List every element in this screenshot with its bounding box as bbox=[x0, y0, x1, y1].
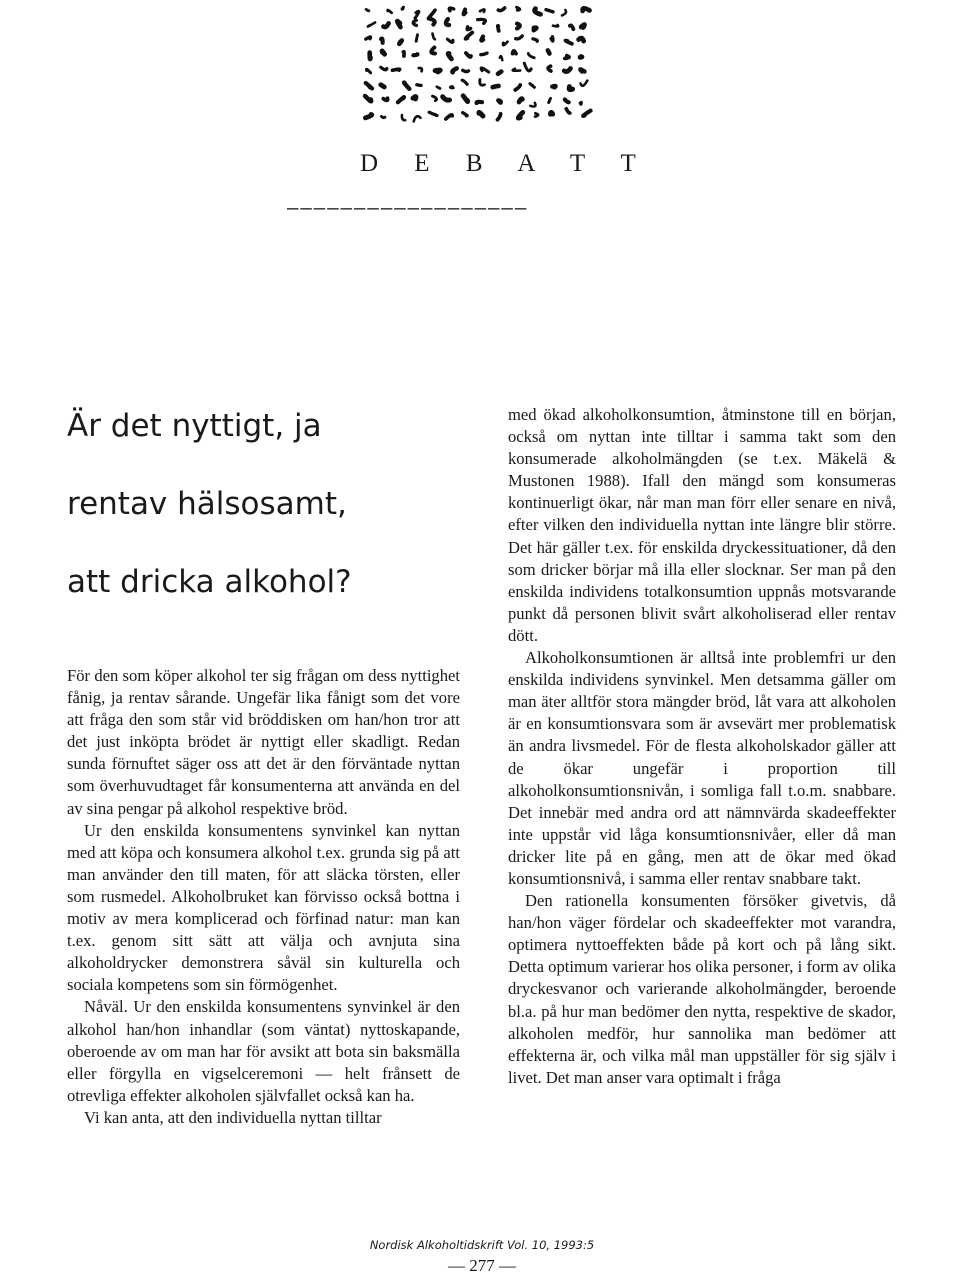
page-number: — 277 — bbox=[448, 1256, 516, 1275]
paragraph: med ökad alkoholkonsumtion, åtminstone till en början, också om nyttan inte tilltar i samma takt som den konsumerade alkoholmängden (se t.ex. Mäkelä & Mustonen 1988). Ifall den mängd som konsumeras kontinuerligt ökar, når man man förr eller senare en nivå, efter vilken den individuella nyttan inte längre blir större. Det här gäller t.ex. för enskilda dryckessituationer, då den som dricker börjar må illa eller slocknar. Ser man på den enskilda individens totalkonsumtion uppnås motsvarande punkt då personen blivit svårt alkoholiserad eller rentav dött. bbox=[508, 405, 896, 645]
debatt-pattern-logo bbox=[358, 0, 598, 128]
headline-line-2: rentav hälsosamt, bbox=[67, 486, 347, 522]
paragraph: Vi kan anta, att den individuella nyttan tilltar bbox=[84, 1107, 382, 1127]
paragraph: För den som köper alkohol ter sig frågan om dess nyttighet fånig, ja rentav sårande. Ungefär lika fånigt som det vore att fråga den som står vid bröddisken om han/hon tror att det just inköpta brödet är nyttigt eller skadligt. Redan sunda förnuftet säger oss att det är den förväntade nyttan som överhuvudtaget får konsumenterna att använda en del av sina pengar på alkohol respektive bröd. bbox=[67, 666, 460, 818]
section-divider: —————————————————— bbox=[287, 198, 529, 220]
paragraph: Den rationella konsumenten försöker givetvis, då han/hon väger fördelar och skadeeffekter mot varandra, optimera nyttoeffekten både på kort och på lång sikt. Detta optimum varierar hos olika personer, i form av olika dryckesvanor och varierande alkoholmängder, beroende bl.a. på hur man bedömer den nytta, respektive de skador, alkoholen medför, hur sannolika man bedömer att effekterna är, och vilka mål man uppställer för sig själv i livet. Det man anser vara optimalt i fråga bbox=[508, 891, 896, 1087]
section-title: D E B A T T bbox=[360, 150, 651, 177]
paragraph: Ur den enskilda konsumentens synvinkel kan nyttan med att köpa och konsumera alkohol t.ex. grunda sig på att man använder den till maten, för att släcka törsten, eller som rusmedel. Alkoholbruket kan förvisso också bottna i motiv av mera komplicerad och förfinad natur: man kan t.ex. genom sitt sätt att välja och avnjuta sina alkoholdrycker demonstrera såväl sin kulturella och sociala kompetens som sin förmögenhet. bbox=[67, 820, 460, 995]
right-column bbox=[508, 404, 896, 1089]
article-headline bbox=[67, 400, 467, 634]
paragraph: Alkoholkonsumtionen är alltså inte problemfri ur den enskilda individens synvinkel. Men detsamma gäller om man äter alltför stora mängder bröd, låt vara att alkoholen är en konsumtionsvara som är avsevärt mer problematisk än andra livsmedel. För de flesta alkoholskador gäller att de ökar ungefär i proportion till alkoholkonsumtionsnivån, i somliga fall t.o.m. snabbare. Det innebär med andra ord att nämnvärda skadeeffekter inte uppstår vid låga konsumtionsnivåer, eller då man dricker lite på en gång, men att de ökar med ökad konsumtionsnivå, i samma eller rentav snabbare takt. bbox=[508, 648, 896, 888]
headline-line-3: att dricka alkohol? bbox=[67, 564, 352, 600]
journal-citation: Nordisk Alkoholtidskrift Vol. 10, 1993:5 bbox=[369, 1238, 595, 1252]
headline-line-1: Är det nyttigt, ja bbox=[67, 408, 322, 444]
paragraph: Nåväl. Ur den enskilda konsumentens synvinkel är den alkohol han/hon inhandlar (som väntat) nyttoskapande, oberoende av om man har för avsikt att bota sin baksmälla eller förgylla en vigselceremoni — helt frånsett de otrevliga effekter alkoholen självfallet också kan ha. bbox=[67, 997, 460, 1105]
left-column bbox=[67, 665, 460, 1129]
